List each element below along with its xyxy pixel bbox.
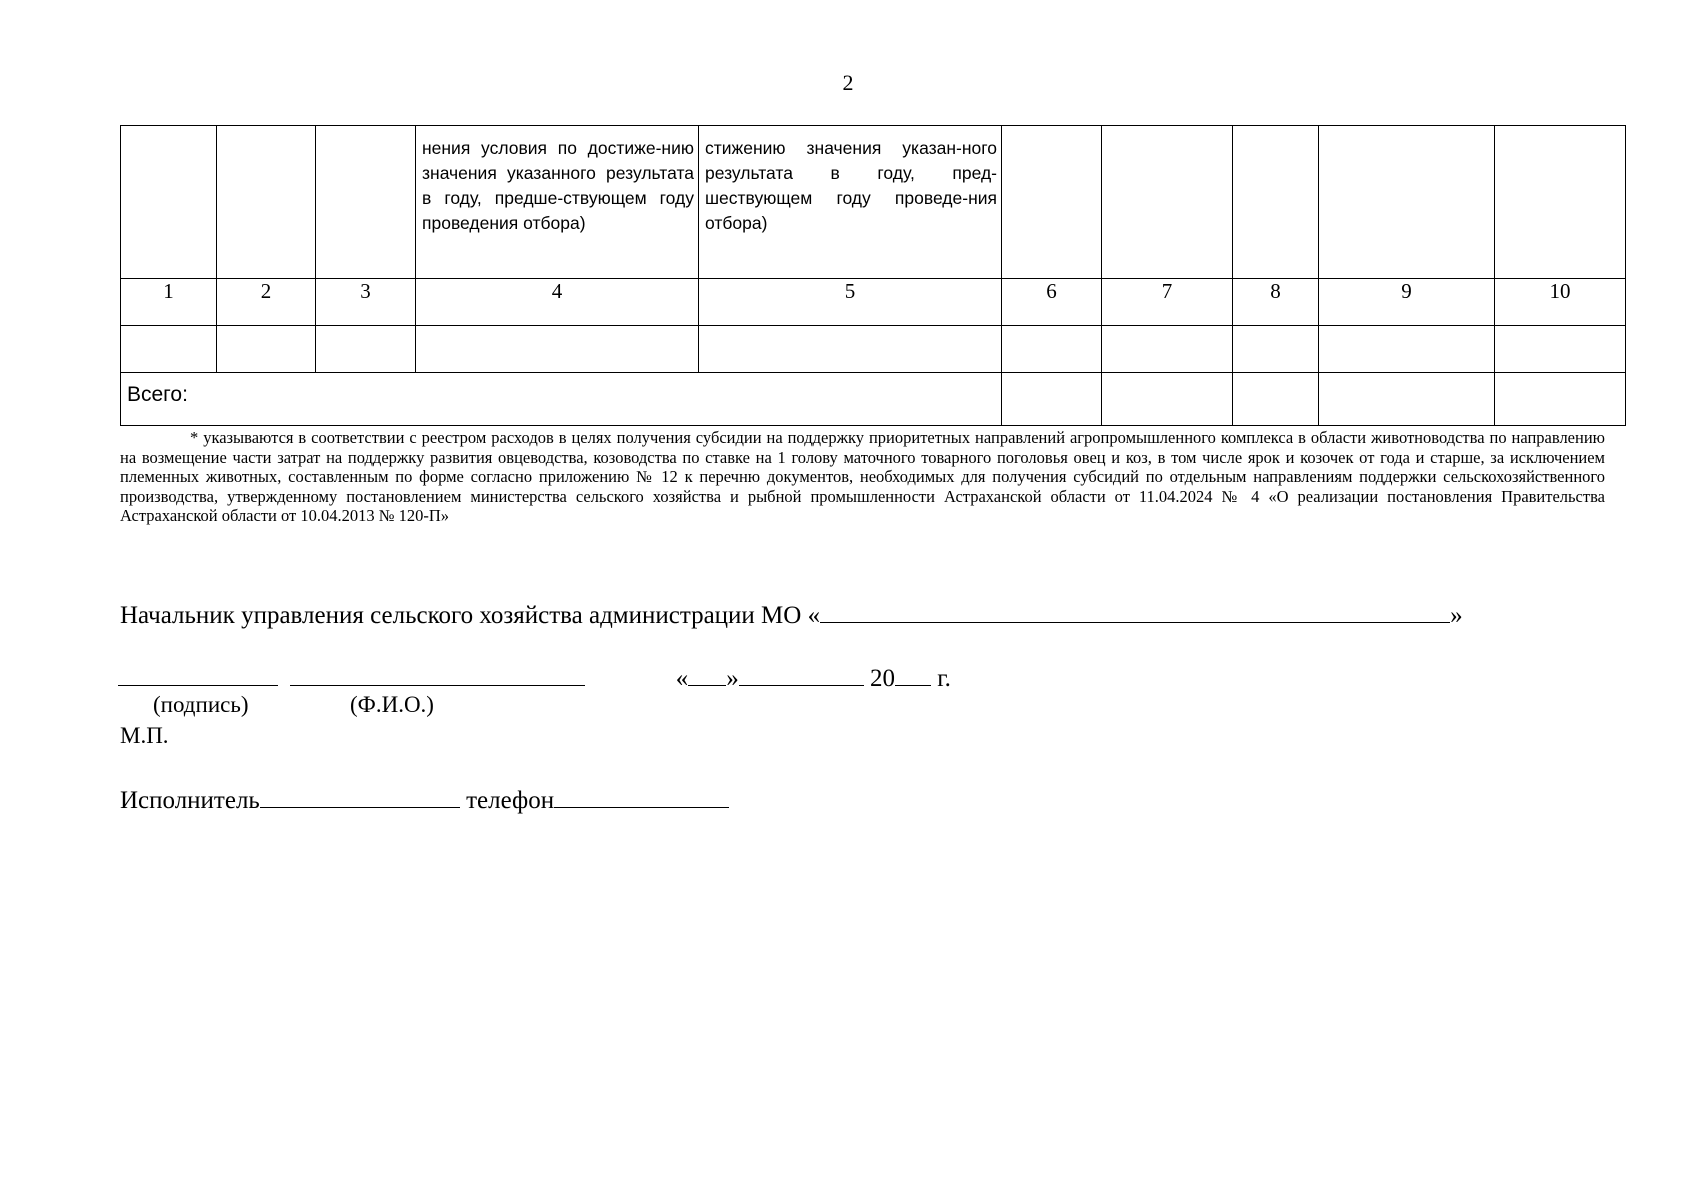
table-cell — [1233, 373, 1319, 426]
municipality-blank — [820, 600, 1450, 623]
column-number: 3 — [316, 279, 416, 326]
column-number: 7 — [1102, 279, 1233, 326]
day-blank — [688, 663, 726, 686]
table-cell — [1102, 126, 1233, 279]
column-number: 6 — [1002, 279, 1102, 326]
signature-date-line — [118, 663, 951, 693]
table-cell — [121, 126, 217, 279]
table-cell — [1233, 326, 1319, 373]
table-cell — [1233, 126, 1319, 279]
signature-caption: (подпись) — [153, 692, 249, 717]
executor-blank — [260, 785, 460, 808]
year-blank — [895, 663, 931, 686]
head-signature-line — [120, 600, 1463, 630]
table-cell — [1495, 326, 1626, 373]
table-cell — [1002, 326, 1102, 373]
column-number: 8 — [1233, 279, 1319, 326]
data-table — [120, 125, 1626, 426]
table-cell — [1002, 126, 1102, 279]
name-caption: (Ф.И.О.) — [350, 692, 434, 717]
table-cell — [1002, 373, 1102, 426]
date-open-quote: « — [675, 665, 689, 692]
header-text-col5: стижению значения указан-ного результата в году, пред-шествующем году проведе-ния отбора) — [705, 138, 997, 233]
header-cell-col5 — [699, 126, 1002, 279]
name-blank — [290, 663, 585, 686]
table-cell — [699, 326, 1002, 373]
table-cell — [1495, 126, 1626, 279]
header-cell-col4 — [416, 126, 699, 279]
column-number: 4 — [416, 279, 699, 326]
head-close-quote: » — [1450, 602, 1463, 629]
signature-blank — [118, 663, 278, 686]
executor-label: Исполнитель — [120, 787, 260, 814]
executor-line — [120, 785, 729, 815]
total-label: Всего: — [127, 383, 188, 406]
table-cell — [1495, 373, 1626, 426]
head-label: Начальник управления сельского хозяйства администрации МО « — [120, 602, 821, 629]
table-cell — [1319, 326, 1495, 373]
table-cell — [121, 326, 217, 373]
table-cell — [1102, 326, 1233, 373]
month-blank — [739, 663, 864, 686]
column-number: 5 — [699, 279, 1002, 326]
table-header-row — [121, 126, 1626, 279]
column-number: 1 — [121, 279, 217, 326]
column-number: 9 — [1319, 279, 1495, 326]
table-cell — [316, 326, 416, 373]
column-number: 10 — [1495, 279, 1626, 326]
column-number-row — [121, 279, 1626, 326]
table-cell — [217, 126, 316, 279]
total-row — [121, 373, 1626, 426]
table-cell — [1102, 373, 1233, 426]
table-row — [121, 326, 1626, 373]
page-number: 2 — [842, 70, 854, 95]
year-prefix: 20 — [870, 665, 895, 692]
year-suffix: г. — [937, 665, 951, 692]
table-cell — [217, 326, 316, 373]
stamp-label: М.П. — [120, 723, 169, 748]
table-cell — [1319, 126, 1495, 279]
column-number: 2 — [217, 279, 316, 326]
header-text-col4: нения условия по достиже-нию значения указанного результата в году, предше-ствующем году проведения отбора) — [422, 138, 694, 233]
table-cell — [1319, 373, 1495, 426]
phone-blank — [554, 785, 729, 808]
footnote: * указываются в соответствии с реестром расходов в целях получения субсидии на поддержку приоритетных направлений агропромышленного комплекса в области животноводства по направлению на возмещение части затрат на поддержку развития овцеводства, козоводства по ставке на 1 голову маточного товарного поголовья овец и коз, в том числе ярок и козочек от года и старше, за исключением племенных животных, составленным по форме согласно приложению № 12 к перечню документов, необходимых для получения субсидий по отдельным направлениям поддержки сельскохозяйственного производства, утвержденному постановлением министерства сельского хозяйства и рыбной промышленности Астраханской области от 11.04.2024 № 4 «О реализации постановления Правительства Астраханской области от 10.04.2013 № 120-П» — [120, 428, 1605, 525]
table-cell — [316, 126, 416, 279]
total-label-cell — [121, 373, 1002, 426]
date-mid-quote: » — [726, 665, 739, 692]
phone-label: телефон — [466, 787, 555, 814]
table-cell — [416, 326, 699, 373]
